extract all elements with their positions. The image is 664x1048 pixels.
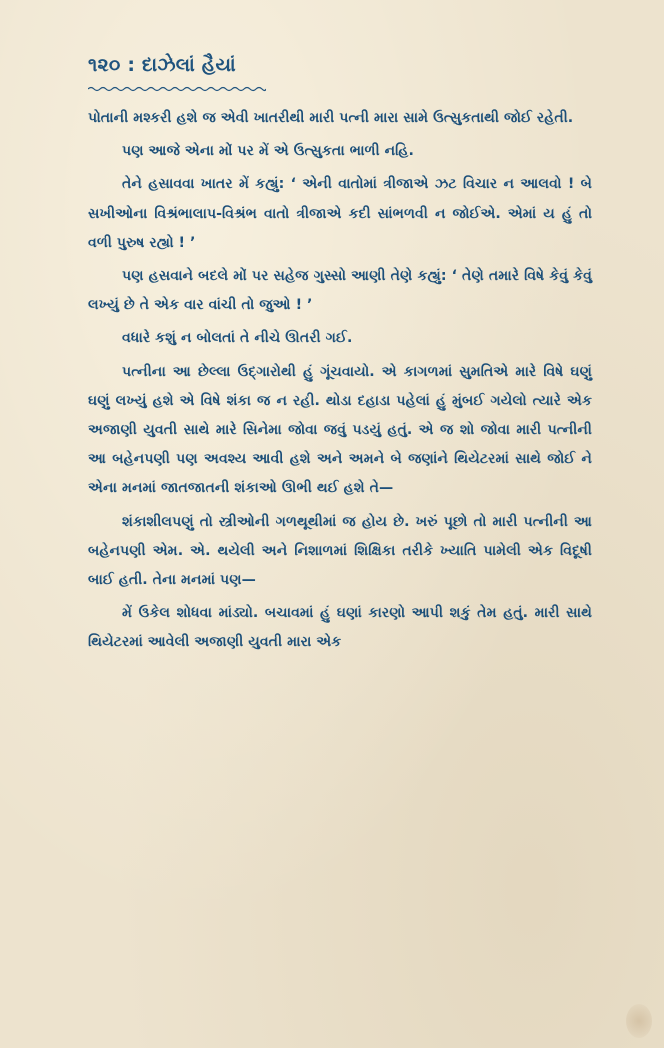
body-text xyxy=(88,104,592,662)
paragraph-5: વધારે કશું ન બોલતાં તે નીચે ઊતરી ગઈ. xyxy=(122,330,353,347)
paragraph-4: પણ હસવાને બદલે મોં પર સહેજ ગુસ્સો આણી તેણે કહ્યું: ‘ તેણે તમારે વિષે કેવું કેવું લખ્યું છે તે એક વાર વાંચી તો જુઓ ! ’ xyxy=(88,268,592,314)
wavy-underline xyxy=(88,86,266,92)
paragraph-1: પોતાની મશ્કરી હશે જ એવી ખાતરીથી મારી પત્ની મારા સામે ઉત્સુકતાથી જોઈ રહેતી. xyxy=(88,110,574,126)
paragraph-7: શંકાશીલપણું તો સ્ત્રીઓની ગળથૂથીમાં જ હોય છે. ખરું પૂછો તો મારી પત્નીની આ બહેનપણી એમ. એ. થયેલી અને નિશાળમાં શિક્ષિકા તરીકે ખ્યાતિ પામેલી એક વિદૂષી બાઈ હતી. તેના મનમાં પણ— xyxy=(88,513,592,589)
paper-stain xyxy=(626,1004,652,1038)
paragraph-6: પત્નીના આ છેલ્લા ઉદ્ગારોથી હું ગૂંચવાયો. એ કાગળમાં સુમતિએ મારે વિષે ઘણું ઘણું લખ્યું હશે એ વિષે શંકા જ ન રહી. થોડા દહાડા પહેલાં હું મુંબઈ ગયેલો ત્યારે એક અજાણી યુવતી સાથે મારે સિનેમા જોવા જવું પડયું હતું. એ જ શો જોવા મારી પત્નીની આ બહેનપણી પણ અવશ્ય આવી હશે અને અમને બે જણાંને થિયેટરમાં સાથે જોઈ ને એના મનમાં જાતજાતની શંકાઓ ઊભી થઈ હશે તે— xyxy=(88,363,592,497)
paragraph-2: પણ આજે એના મોં પર મેં એ ઉત્સુકતા ભાળી નહિ. xyxy=(122,143,414,160)
paragraph-3: તેને હસાવવા ખાતર મેં કહ્યું: ‘ એની વાતોમાં ત્રીજાએ ઝટ વિચાર ન આલવો ! બે સખીઓના વિશ્રંભાલાપ-વિશ્રંભ વાતો ત્રીજાએ કદી સાંભળવી ન જોઈએ. એમાં ય હું તો વળી પુરુષ રહ્યો ! ’ xyxy=(88,176,592,251)
running-head: ૧૨૦ : દાઝેલાં હૈયાં xyxy=(88,54,236,76)
paragraph-8: મેં ઉકેલ શોધવા માંડ્યો. બચાવમાં હું ઘણાં કારણો આપી શકું તેમ હતું. મારી સાથે થિયેટરમાં આવેલી અજાણી યુવતી મારા એક xyxy=(88,605,592,651)
